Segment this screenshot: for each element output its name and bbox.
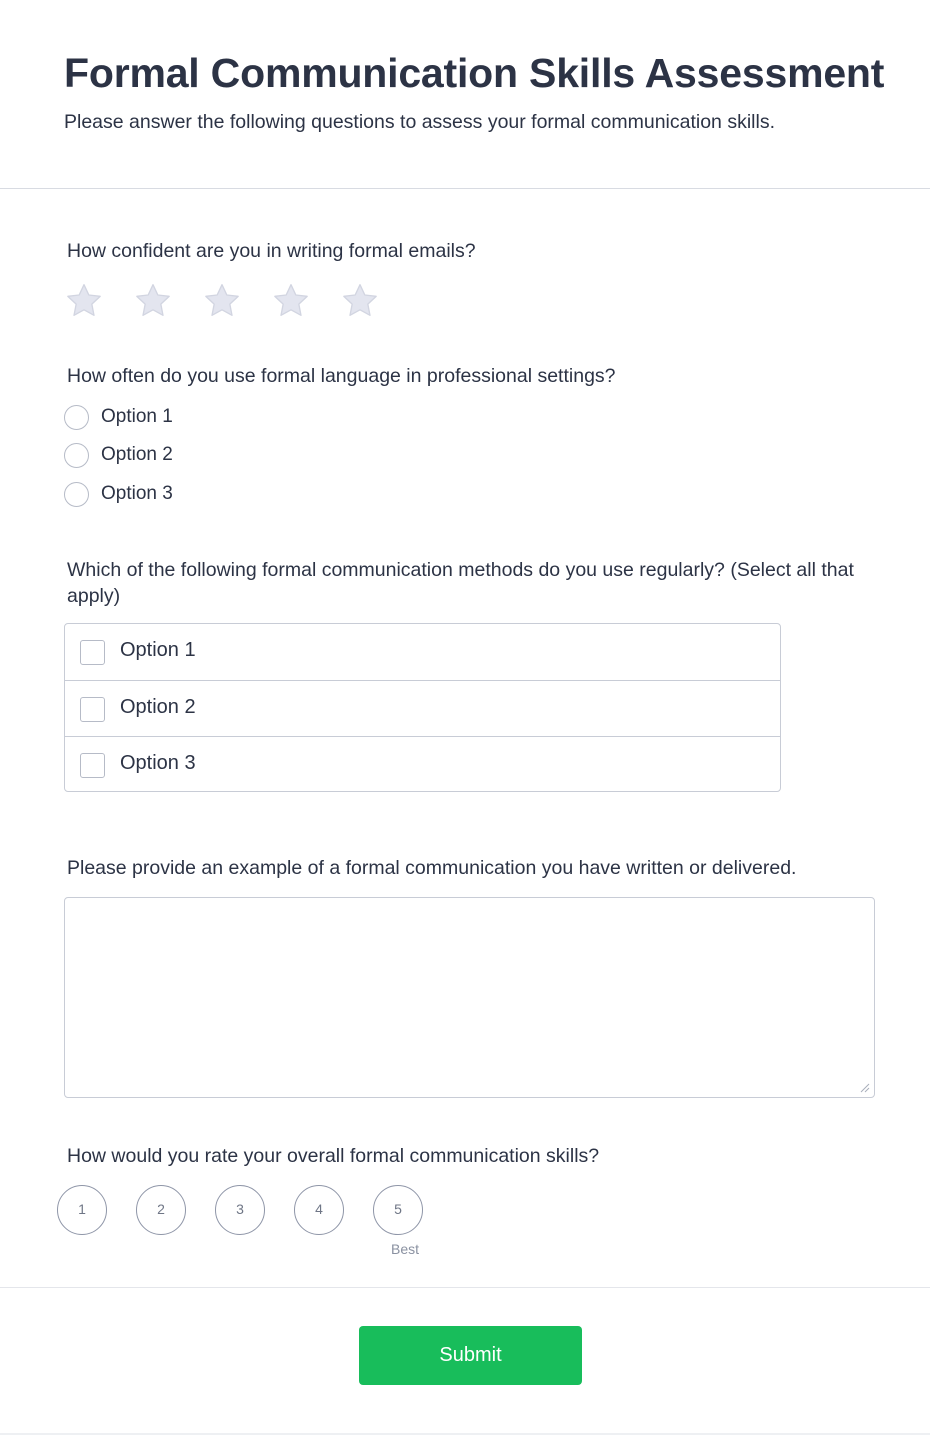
checkbox-option[interactable]	[65, 624, 780, 680]
star-icon[interactable]	[202, 281, 242, 321]
radio-button[interactable]	[64, 405, 89, 430]
star-icon[interactable]	[271, 281, 311, 321]
checkbox-group	[64, 623, 781, 792]
checkbox-option-label: Option 1	[120, 639, 196, 661]
scale-option-2[interactable]	[136, 1185, 186, 1235]
submit-button[interactable]: Submit	[359, 1326, 582, 1385]
radio-option[interactable]	[64, 404, 364, 432]
scale-option-3[interactable]	[215, 1185, 265, 1235]
scale-number: 4	[315, 1201, 323, 1217]
checkbox[interactable]	[80, 640, 105, 665]
radio-option-label: Option 1	[101, 406, 173, 427]
scale-number: 5	[394, 1201, 402, 1217]
question-5-label: How would you rate your overall formal communication skills?	[67, 1145, 600, 1167]
star-icon[interactable]	[64, 281, 104, 321]
radio-option[interactable]	[64, 481, 364, 509]
checkbox-option[interactable]	[65, 736, 780, 792]
radio-option-label: Option 2	[101, 444, 173, 465]
radio-button[interactable]	[64, 482, 89, 507]
star-icon[interactable]	[133, 281, 173, 321]
scale-number: 1	[78, 1201, 86, 1217]
radio-option-label: Option 3	[101, 483, 173, 504]
footer-divider	[0, 1287, 930, 1288]
checkbox[interactable]	[80, 697, 105, 722]
form-header	[0, 0, 930, 189]
scale-option-1[interactable]	[57, 1185, 107, 1235]
scale-number: 3	[236, 1201, 244, 1217]
checkbox[interactable]	[80, 753, 105, 778]
example-textarea[interactable]	[64, 897, 875, 1098]
checkbox-option[interactable]	[65, 680, 780, 736]
question-3-label: Which of the following formal communication methods do you use regularly? (Select all that apply)	[67, 559, 854, 607]
bottom-divider	[0, 1433, 930, 1435]
star-rating	[64, 281, 394, 321]
radio-button[interactable]	[64, 443, 89, 468]
scale-option-4[interactable]	[294, 1185, 344, 1235]
resize-grip-icon[interactable]	[858, 1081, 870, 1093]
star-icon[interactable]	[340, 281, 380, 321]
checkbox-option-label: Option 3	[120, 752, 196, 774]
question-1-label: How confident are you in writing formal emails?	[67, 240, 476, 262]
page-title: Formal Communication Skills Assessment	[64, 50, 885, 96]
scale-option-5[interactable]	[373, 1185, 423, 1235]
scale-best-label: Best	[391, 1241, 420, 1257]
checkbox-option-label: Option 2	[120, 696, 196, 718]
page-subtitle: Please answer the following questions to assess your formal communication skills.	[64, 111, 775, 133]
question-4-label: Please provide an example of a formal communication you have written or delivered.	[67, 857, 797, 879]
scale-number: 2	[157, 1201, 165, 1217]
question-2-label: How often do you use formal language in professional settings?	[67, 365, 616, 387]
radio-option[interactable]	[64, 442, 364, 470]
